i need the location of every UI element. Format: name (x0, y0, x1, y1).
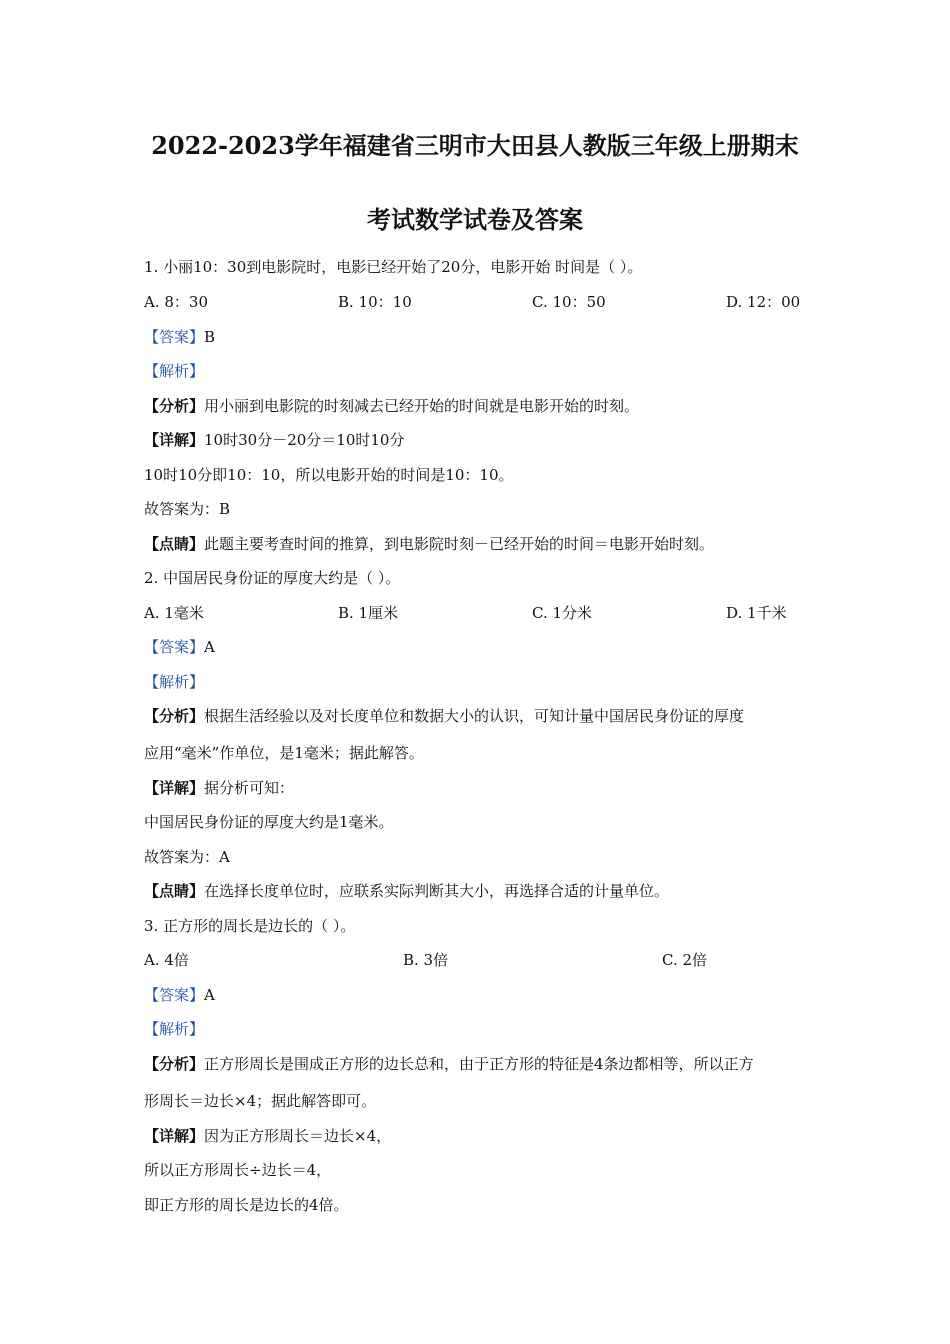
q1-option-b: B. 10：10 (338, 293, 412, 311)
q1-answer (144, 327, 215, 347)
q1-xiangjie (144, 430, 404, 450)
dianjing-tag: 【点睛】 (144, 882, 205, 900)
q2-fenxi (144, 706, 744, 726)
question-3-stem: 3. 正方形的周长是边长的（ ）。 (144, 917, 356, 935)
q2-line2: 中国居民身份证的厚度大约是1毫米。 (144, 813, 394, 831)
answer-value: A (204, 986, 215, 1004)
q3-option-a: A. 4倍 (144, 951, 189, 969)
answer-value: A (204, 638, 215, 656)
q2-option-b: B. 1厘米 (338, 604, 399, 622)
xiangjie-text: 据分析可知： (204, 779, 295, 797)
q3-line3: 即正方形的周长是边长的4倍。 (144, 1196, 349, 1214)
xiangjie-tag: 【详解】 (144, 431, 205, 449)
q3-option-c: C. 2倍 (662, 951, 708, 969)
q1-dianjing (144, 534, 714, 554)
q3-line2: 所以正方形周长÷边长＝4， (144, 1161, 332, 1179)
xiangjie-tag: 【详解】 (144, 1127, 205, 1145)
q1-analysis-tag: 【解析】 (144, 362, 205, 380)
fenxi-text: 正方形周长是围成正方形的边长总和，由于正方形的特征是4条边都相等，所以正方 (204, 1055, 754, 1073)
q2-final: 故答案为：A (144, 848, 230, 866)
q1-fenxi (144, 396, 639, 416)
q2-option-a: A. 1毫米 (144, 604, 204, 622)
q1-final: 故答案为：B (144, 500, 231, 518)
document-title-line1: 2022-2023学年福建省三明市大田县人教版三年级上册期末 (151, 131, 799, 160)
q2-dianjing (144, 881, 669, 901)
q3-xiangjie (144, 1126, 391, 1146)
xiangjie-tag: 【详解】 (144, 779, 205, 797)
q3-option-b: B. 3倍 (403, 951, 449, 969)
answer-tag: 【答案】 (144, 986, 205, 1004)
question-2-stem: 2. 中国居民身份证的厚度大约是（ ）。 (144, 569, 401, 587)
q2-option-d: D. 1千米 (726, 604, 787, 622)
answer-tag: 【答案】 (144, 328, 205, 346)
question-1-stem: 1. 小丽10：30到电影院时，电影已经开始了20分，电影开始 时间是（ ）。 (144, 258, 643, 276)
q3-analysis-tag: 【解析】 (144, 1020, 205, 1038)
q3-answer (144, 985, 215, 1005)
q3-fenxi (144, 1054, 754, 1074)
xiangjie-text: 因为正方形周长＝边长×4， (204, 1127, 392, 1145)
answer-tag: 【答案】 (144, 638, 205, 656)
xiangjie-text: 10时30分－20分＝10时10分 (204, 431, 405, 449)
q2-xiangjie (144, 778, 294, 798)
dianjing-text: 在选择长度单位时，应联系实际判断其大小，再选择合适的计量单位。 (204, 882, 670, 900)
document-title-line2: 考试数学试卷及答案 (367, 205, 583, 234)
q1-option-a: A. 8：30 (144, 293, 208, 311)
q2-fenxi-cont: 应用“毫米”作单位，是1毫米；据此解答。 (144, 744, 424, 762)
q2-answer (144, 637, 215, 657)
fenxi-text: 根据生活经验以及对长度单位和数据大小的认识，可知计量中国居民身份证的厚度 (204, 707, 745, 725)
dianjing-text: 此题主要考查时间的推算，到电影院时刻－已经开始的时间＝电影开始时刻。 (204, 535, 715, 553)
answer-value: B (204, 328, 216, 346)
fenxi-tag: 【分析】 (144, 1055, 205, 1073)
q2-option-c: C. 1分米 (532, 604, 593, 622)
fenxi-tag: 【分析】 (144, 707, 205, 725)
fenxi-text: 用小丽到电影院的时刻减去已经开始的时间就是电影开始的时刻。 (204, 397, 640, 415)
q1-option-d: D. 12：00 (726, 293, 801, 311)
fenxi-tag: 【分析】 (144, 397, 205, 415)
q2-analysis-tag: 【解析】 (144, 673, 205, 691)
q1-option-c: C. 10：50 (532, 293, 606, 311)
dianjing-tag: 【点睛】 (144, 535, 205, 553)
q1-line2: 10时10分即10：10，所以电影开始的时间是10：10。 (144, 466, 514, 484)
q3-fenxi-cont: 形周长＝边长×4；据此解答即可。 (144, 1092, 377, 1110)
